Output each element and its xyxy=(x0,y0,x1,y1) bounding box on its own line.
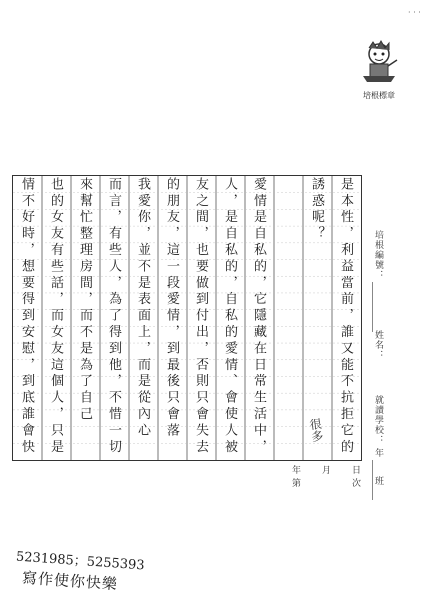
footer-slogan: 寫作使你快樂 xyxy=(21,568,119,594)
essay-column: 愛情是自私的，它隱藏在日常生活中， xyxy=(251,177,266,456)
essay-column: 而言，有些人，為了得到他，不惜一切 xyxy=(106,177,121,456)
month-label: 月 xyxy=(322,466,332,476)
margin-annotation: 很多 xyxy=(307,417,325,443)
essay-column: 我愛你，並不是表面上，而是從內心 xyxy=(135,177,150,440)
essay-column: 友之間，也要做到付出，否則只會失去 xyxy=(193,177,208,456)
essay-column: 是本性，利益當前，誰又能不抗拒它的 xyxy=(338,177,353,456)
essay-column xyxy=(275,177,300,457)
year-label: 年 xyxy=(292,466,302,476)
day-label: 日 xyxy=(352,466,362,476)
school-line xyxy=(372,282,373,332)
student-info-panel xyxy=(366,170,416,486)
name-label: 姓名： xyxy=(373,330,383,360)
essay-column: 情不好時，想要得到安慰，到底誰會快 xyxy=(19,177,34,456)
page-prefix: 第 xyxy=(292,479,302,489)
class-label: 就讀學校： xyxy=(373,395,383,445)
cartoon-character-icon xyxy=(355,38,403,84)
school-label: 培根編號： xyxy=(373,230,383,280)
stamp-caption: 培根標章 xyxy=(363,91,395,100)
essay-column: 來幫忙整理房間，而不是為了自己 xyxy=(77,177,92,423)
stamp-badge xyxy=(355,38,403,100)
page-suffix: 次 xyxy=(352,479,362,489)
corner-dots: · · · xyxy=(408,8,421,17)
essay-column: 人，是自私的，自私的愛情、會使人被 xyxy=(222,177,237,456)
essay-column: 誘惑呢？ xyxy=(309,177,324,243)
grade-label: 年 xyxy=(373,448,383,458)
essay-column: 的朋友，這一段愛情，到最後只會落 xyxy=(164,177,179,440)
essay-column: 也的女友有些話，而女友這個人，只是 xyxy=(48,177,63,456)
class-suffix: 班 xyxy=(373,476,383,486)
footer-phone-numbers: 5231985；5255393 xyxy=(15,549,146,574)
